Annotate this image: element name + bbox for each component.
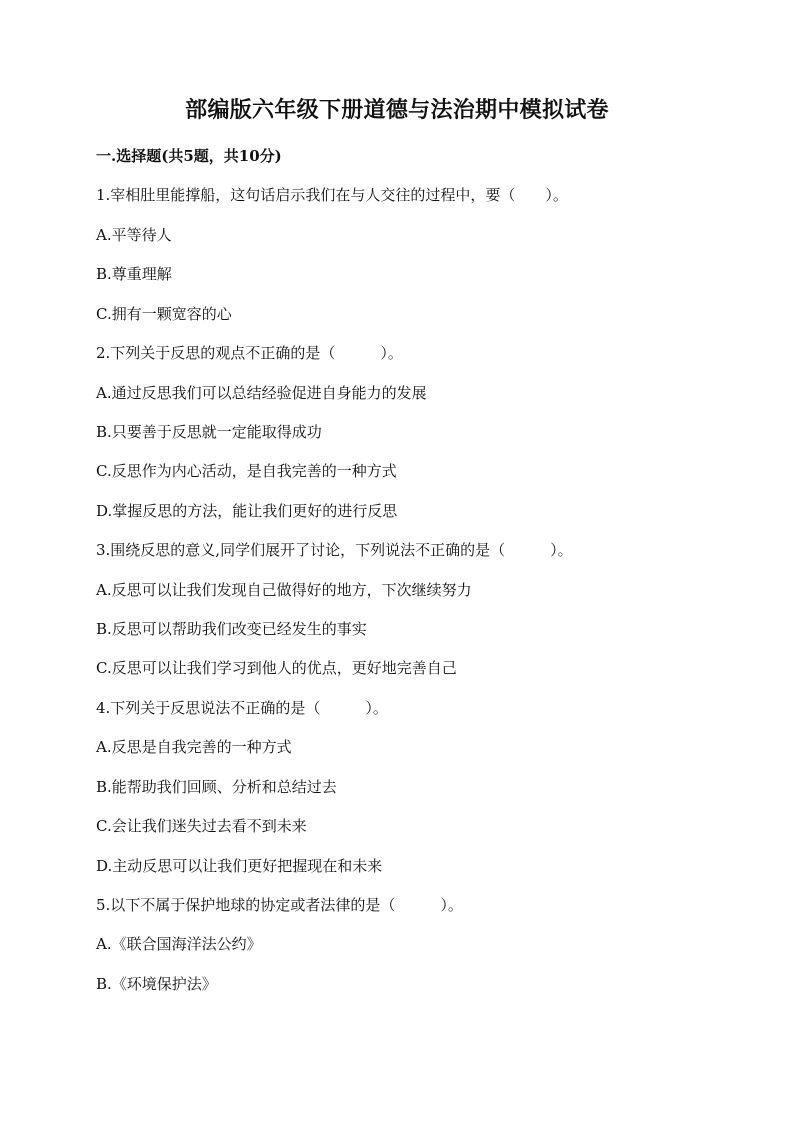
question-2-option-b: B.只要善于反思就一定能取得成功: [96, 423, 322, 441]
page-title: 部编版六年级下册道德与法治期中模拟试卷: [185, 97, 609, 123]
question-stem-1: 1.宰相肚里能撑船，这句话启示我们在与人交往的过程中，要（ ）。: [96, 186, 568, 204]
question-stem-4: 4.下列关于反思说法不正确的是（ ）。: [96, 699, 388, 717]
question-1-option-c: C.拥有一颗宽容的心: [96, 305, 232, 323]
question-4-option-d: D.主动反思可以让我们更好把握现在和未来: [96, 857, 383, 875]
question-3-option-c: C.反思可以让我们学习到他人的优点，更好地完善自己: [96, 659, 457, 677]
question-stem-3: 3.围绕反思的意义,同学们展开了讨论，下列说法不正确的是（ ）。: [96, 541, 573, 559]
section-heading: 一.选择题(共5题，共10分): [96, 147, 282, 165]
question-2-option-c: C.反思作为内心活动，是自我完善的一种方式: [96, 462, 397, 480]
question-stem-2: 2.下列关于反思的观点不正确的是（ ）。: [96, 344, 403, 362]
question-5-option-b: B.《环境保护法》: [96, 975, 217, 993]
question-1-option-b: B.尊重理解: [96, 265, 172, 283]
question-2-option-d: D.掌握反思的方法，能让我们更好的进行反思: [96, 502, 398, 520]
question-4-option-b: B.能帮助我们回顾、分析和总结过去: [96, 778, 337, 796]
question-1-option-a: A.平等待人: [96, 226, 172, 244]
question-stem-5: 5.以下不属于保护地球的协定或者法律的是（ ）。: [96, 896, 463, 914]
question-5-option-a: A.《联合国海洋法公约》: [96, 935, 262, 953]
question-4-option-c: C.会让我们迷失过去看不到未来: [96, 817, 307, 835]
question-3-option-b: B.反思可以帮助我们改变已经发生的事实: [96, 620, 367, 638]
question-4-option-a: A.反思是自我完善的一种方式: [96, 738, 292, 756]
question-2-option-a: A.通过反思我们可以总结经验促进自身能力的发展: [96, 384, 427, 402]
question-3-option-a: A.反思可以让我们发现自己做得好的地方，下次继续努力: [96, 581, 472, 599]
